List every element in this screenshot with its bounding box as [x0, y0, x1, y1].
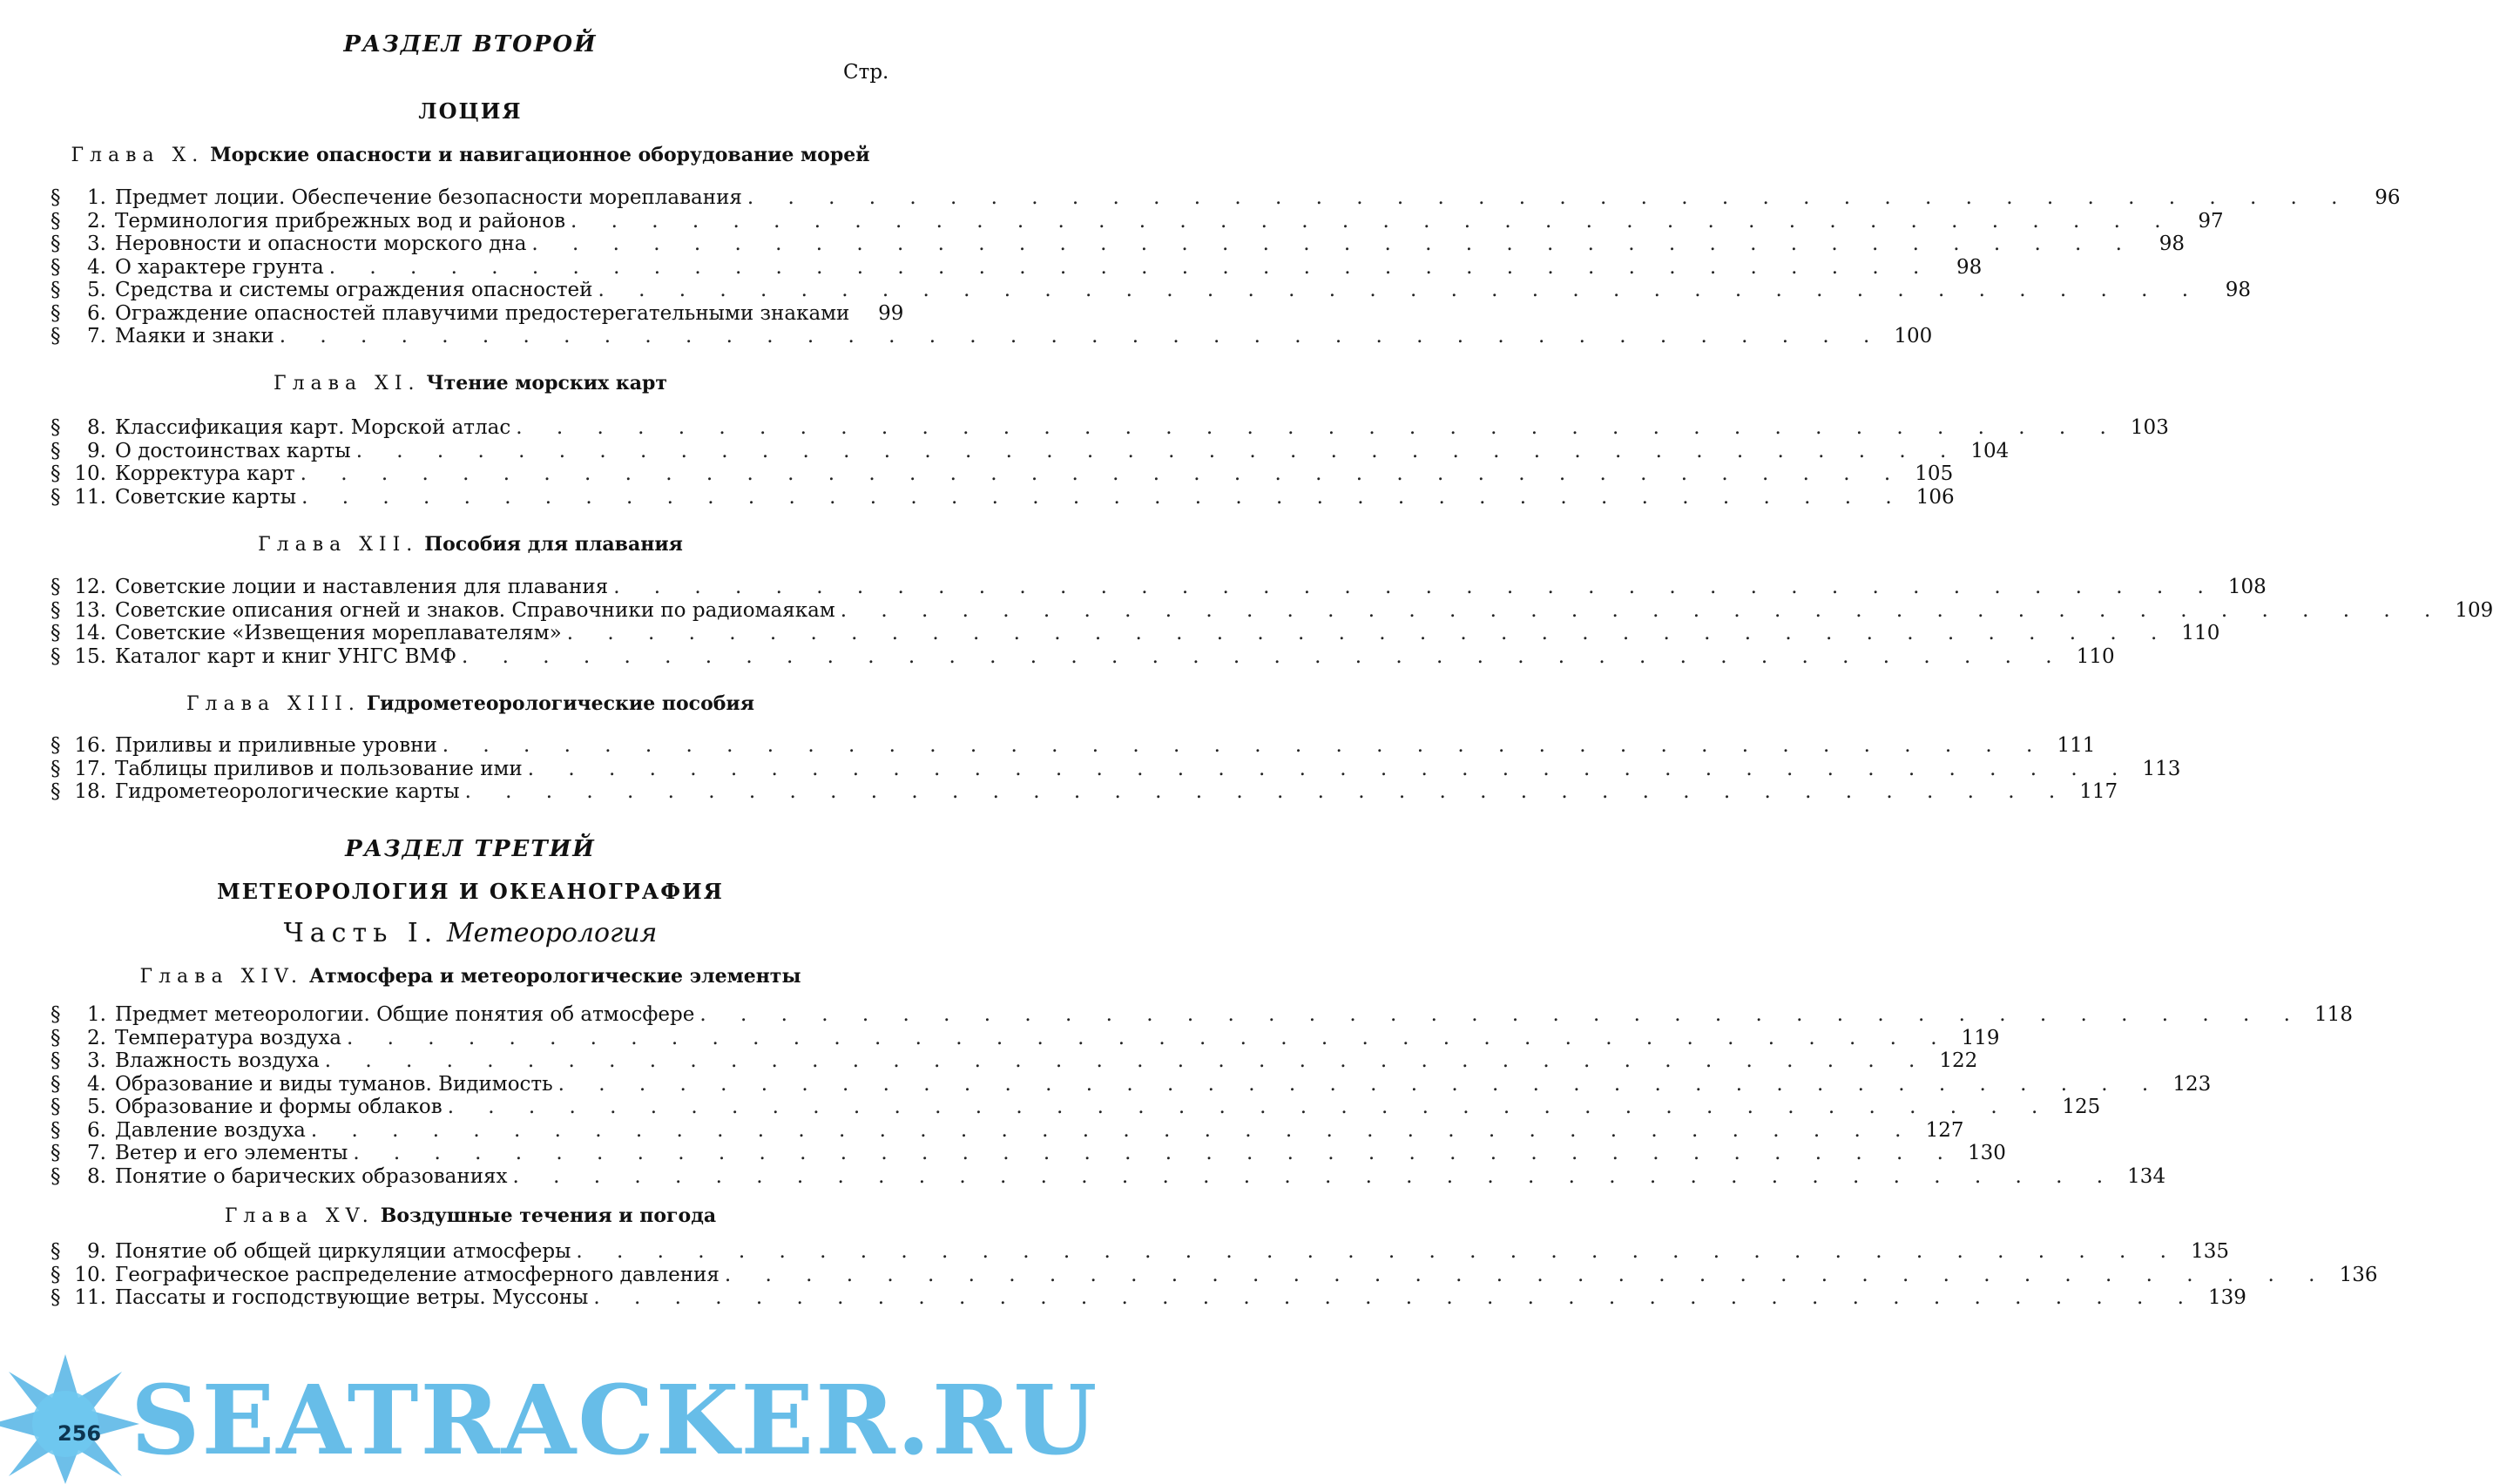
- section-sign: §: [51, 644, 61, 668]
- entry-number: 4.: [87, 255, 106, 279]
- entry-title: Ограждение опасностей плавучими предостерегательными знаками: [115, 301, 850, 325]
- section-sign: §: [51, 1049, 61, 1072]
- entry-number: 16.: [74, 734, 106, 757]
- toc-entry: [51, 325, 1933, 348]
- entry-page: 118: [2314, 1003, 2353, 1026]
- entry-title: Маяки и знаки: [115, 325, 274, 347]
- section-sign: §: [51, 186, 61, 209]
- section-sign: §: [51, 1286, 61, 1309]
- entry-number: 7.: [87, 1142, 106, 1164]
- entry-title: Советские описания огней и знаков. Справочники по радиомаякам: [115, 598, 835, 622]
- chapter-xi-entries: [51, 416, 2169, 509]
- entry-page: 127: [1925, 1118, 1964, 1142]
- entry-title: Гидрометеорологические карты: [115, 780, 460, 803]
- chapter-label: Глава XIII.: [186, 693, 361, 715]
- dot-leader: [725, 1264, 2329, 1287]
- entry-title: Понятие о барических образованиях: [115, 1164, 508, 1188]
- entry-page: 100: [1894, 325, 1933, 347]
- section-sign: §: [51, 416, 61, 439]
- entry-number: 2.: [87, 209, 106, 233]
- toc-entry: [51, 622, 2220, 645]
- entry-title: Предмет метеорологии. Общие понятия об атмосфере: [115, 1003, 695, 1026]
- entry-page: 123: [2172, 1072, 2212, 1096]
- toc-entry: [51, 1142, 2006, 1165]
- entry-number: 10.: [74, 1263, 106, 1286]
- entry-number: 7.: [87, 325, 106, 347]
- dot-leader: [353, 1142, 1957, 1165]
- toc-entry: [51, 780, 2118, 804]
- page-column-label: Стр.: [843, 61, 889, 84]
- entry-title: Ветер и его элементы: [115, 1142, 348, 1164]
- chapter-title: Атмосфера и метеорологические элементы: [309, 965, 801, 988]
- entry-title: Влажность воздуха: [115, 1049, 320, 1072]
- section-sign: §: [51, 1142, 61, 1164]
- chapter-x-heading: [0, 144, 941, 166]
- entry-number: 8.: [87, 416, 106, 439]
- section-sign: §: [51, 598, 61, 622]
- toc-entry: [51, 209, 2224, 233]
- entry-page: 135: [2191, 1240, 2229, 1263]
- entry-title: Пассаты и господствующие ветры. Муссоны: [115, 1286, 589, 1309]
- entry-title: Приливы и приливные уровни: [115, 734, 437, 757]
- part-heading: [0, 918, 941, 948]
- chapter-xiv-heading: [0, 965, 941, 988]
- entry-page: 98: [2225, 279, 2252, 301]
- dot-leader: [325, 1049, 1929, 1073]
- entry-title: О характере грунта: [115, 255, 324, 279]
- toc-entry: [51, 1049, 1978, 1073]
- toc-entry: [51, 576, 2267, 599]
- section-sign: §: [51, 1026, 61, 1049]
- toc-entry: [51, 186, 2401, 210]
- entry-number: 9.: [87, 1240, 106, 1263]
- section-sign: §: [51, 1003, 61, 1026]
- entry-page: 111: [2057, 734, 2096, 757]
- chapter-label: Глава XII.: [258, 534, 419, 556]
- section-sign: §: [51, 255, 61, 279]
- chapter-xv-entries: [51, 1240, 2378, 1310]
- page-number: 256: [57, 1421, 102, 1446]
- chapter-xi-heading: [0, 372, 941, 395]
- part-title: Метеорология: [446, 918, 658, 948]
- entry-number: 11.: [74, 1286, 106, 1309]
- chapter-label: Глава X.: [71, 145, 205, 166]
- toc-entry: [51, 1003, 2353, 1027]
- entry-page: 106: [1915, 485, 1955, 509]
- dot-leader: [613, 576, 2218, 599]
- toc-entry: [51, 644, 2115, 669]
- entry-title: Средства и системы ограждения опасностей: [115, 279, 593, 301]
- entry-page: 99: [878, 301, 904, 325]
- section-sign: §: [51, 279, 61, 301]
- chapter-title: Гидрометеорологические пособия: [366, 692, 754, 715]
- entry-page: 96: [2375, 186, 2401, 209]
- toc-entry: [51, 416, 2169, 440]
- dot-leader: [699, 1003, 2304, 1027]
- dot-leader: [567, 622, 2172, 645]
- section-sign: §: [51, 780, 61, 803]
- entry-page: 119: [1961, 1026, 2000, 1049]
- dot-leader: [347, 1027, 1951, 1050]
- dot-leader: [576, 1240, 2180, 1264]
- entry-number: 4.: [87, 1072, 106, 1096]
- toc-entry: [51, 279, 2252, 302]
- dot-leader: [841, 599, 2445, 623]
- section-sign: §: [51, 209, 61, 233]
- entry-title: Давление воздуха: [115, 1118, 306, 1142]
- entry-page: 130: [1967, 1142, 2006, 1164]
- entry-number: 5.: [87, 1096, 106, 1118]
- entry-title: Образование и формы облаков: [115, 1096, 443, 1118]
- entry-page: 110: [2076, 644, 2115, 668]
- entry-number: 3.: [87, 1049, 106, 1072]
- toc-entry: [51, 1118, 1964, 1143]
- toc-entry: [51, 301, 904, 326]
- entry-number: 13.: [74, 598, 106, 622]
- toc-entry: [51, 1026, 2000, 1050]
- section-sign: §: [51, 439, 61, 462]
- section-sign: §: [51, 576, 61, 598]
- chapter-label: Глава XV.: [224, 1205, 375, 1227]
- section-2-subtitle: ЛОЦИЯ: [418, 98, 523, 124]
- entry-number: 8.: [87, 1164, 106, 1188]
- entry-title: Предмет лоции. Обеспечение безопасности мореплавания: [115, 186, 742, 209]
- dot-leader: [301, 462, 1905, 486]
- toc-entry: [51, 485, 1955, 509]
- entry-page: 122: [1939, 1049, 1978, 1072]
- entry-number: 14.: [74, 622, 106, 644]
- chapter-title: Чтение морских карт: [426, 372, 667, 395]
- entry-title: Таблицы приливов и пользование ими: [115, 757, 523, 780]
- watermark-text: SEATRACKER.RU: [131, 1364, 1099, 1476]
- part-label: Часть I.: [283, 918, 439, 948]
- entry-title: Понятие об общей циркуляции атмосферы: [115, 1240, 571, 1263]
- section-sign: §: [51, 734, 61, 757]
- entry-number: 5.: [87, 279, 106, 301]
- toc-entry: [51, 734, 2096, 758]
- section-sign: §: [51, 757, 61, 780]
- toc-entry: [51, 598, 2493, 623]
- dot-leader: [513, 1165, 2118, 1189]
- dot-leader: [465, 780, 2070, 804]
- section-2-title: РАЗДЕЛ ВТОРОЙ: [343, 31, 598, 57]
- chapter-xii-heading: [0, 533, 941, 556]
- entry-title: Советские «Извещения мореплавателям»: [115, 622, 562, 644]
- entry-page: 110: [2181, 622, 2220, 644]
- dot-leader: [462, 645, 2066, 669]
- entry-page: 134: [2127, 1164, 2166, 1188]
- toc-entry: [51, 1263, 2378, 1287]
- section-sign: §: [51, 325, 61, 347]
- entry-number: 1.: [87, 1003, 106, 1026]
- dot-leader: [280, 325, 1884, 348]
- chapter-xiii-heading: [0, 692, 941, 715]
- section-sign: §: [51, 1096, 61, 1118]
- entry-title: Географическое распределение атмосферного давления: [115, 1263, 720, 1286]
- entry-number: 1.: [87, 186, 106, 209]
- section-sign: §: [51, 1240, 61, 1263]
- entry-number: 9.: [87, 439, 106, 462]
- section-sign: §: [51, 485, 61, 509]
- dot-leader: [356, 440, 1961, 463]
- entry-page: 125: [2062, 1096, 2101, 1118]
- section-3-title: РАЗДЕЛ ТРЕТИЙ: [345, 836, 596, 862]
- entry-page: 108: [2227, 576, 2267, 598]
- dot-leader: [311, 1119, 1915, 1143]
- entry-number: 15.: [74, 644, 106, 668]
- dot-leader: [598, 279, 2203, 302]
- section-sign: §: [51, 1118, 61, 1142]
- dot-leader: [448, 1096, 2052, 1119]
- chapter-label: Глава XIV.: [139, 966, 304, 988]
- chapter-title: Воздушные течения и погода: [380, 1204, 717, 1227]
- entry-page: 97: [2198, 209, 2224, 233]
- dot-leader: [528, 758, 2132, 781]
- toc-entry: [51, 1164, 2166, 1189]
- dot-leader: [747, 186, 2352, 210]
- chapter-title: Морские опасности и навигационное оборудование морей: [210, 144, 870, 166]
- toc-entry: [51, 757, 2181, 781]
- section-sign: §: [51, 462, 61, 485]
- entry-page: 104: [1970, 439, 2010, 462]
- chapter-label: Глава XI.: [274, 373, 421, 395]
- entry-title: Неровности и опасности морского дна: [115, 233, 527, 255]
- chapter-xiv-entries: [51, 1003, 2353, 1188]
- section-sign: §: [51, 233, 61, 255]
- entry-page: 117: [2079, 780, 2118, 803]
- dot-leader: [516, 416, 2120, 440]
- entry-title: Терминология прибрежных вод и районов: [115, 209, 566, 233]
- entry-number: 10.: [74, 462, 106, 485]
- chapter-x-entries: [51, 186, 2401, 348]
- dot-leader: [301, 486, 1906, 509]
- entry-page: 98: [1956, 255, 1983, 279]
- dot-leader: [329, 256, 1934, 280]
- toc-entry: [51, 1286, 2246, 1310]
- section-sign: §: [51, 1164, 61, 1188]
- toc-entry: [51, 439, 2010, 463]
- section-sign: §: [51, 301, 61, 325]
- entry-number: 3.: [87, 233, 106, 255]
- entry-title: Классификация карт. Морской атлас: [115, 416, 511, 439]
- entry-number: 2.: [87, 1026, 106, 1049]
- dot-leader: [571, 210, 2175, 233]
- dot-leader: [593, 1286, 2198, 1310]
- entry-number: 11.: [74, 485, 106, 509]
- entry-title: Советские карты: [115, 485, 297, 509]
- entry-title: О достоинствах карты: [115, 439, 351, 462]
- chapter-title: Пособия для плавания: [424, 533, 683, 556]
- chapter-xv-heading: [0, 1204, 941, 1227]
- section-sign: §: [51, 1072, 61, 1096]
- entry-title: Каталог карт и книг УНГС ВМФ: [115, 644, 457, 668]
- toc-entry: [51, 233, 2185, 256]
- toc-entry: [51, 1240, 2229, 1264]
- entry-page: 136: [2339, 1263, 2378, 1286]
- entry-page: 113: [2142, 757, 2181, 780]
- entry-page: 103: [2130, 416, 2169, 439]
- entry-page: 109: [2455, 598, 2493, 622]
- chapter-xiii-entries: [51, 734, 2181, 804]
- section-sign: §: [51, 1263, 61, 1286]
- dot-leader: [443, 734, 2047, 758]
- entry-number: 12.: [74, 576, 106, 598]
- chapter-xii-entries: [51, 576, 2493, 668]
- entry-title: Советские лоции и наставления для плавания: [115, 576, 609, 598]
- section-sign: §: [51, 622, 61, 644]
- entry-number: 18.: [74, 780, 106, 803]
- entry-title: Температура воздуха: [115, 1026, 341, 1049]
- toc-entry: [51, 1096, 2101, 1119]
- entry-page: 105: [1915, 462, 1954, 485]
- toc-entry: [51, 1072, 2212, 1096]
- entry-number: 17.: [74, 757, 106, 780]
- entry-title: Образование и виды туманов. Видимость: [115, 1072, 553, 1096]
- toc-entry: [51, 462, 1954, 486]
- entry-page: 98: [2159, 233, 2185, 255]
- dot-leader: [558, 1073, 2163, 1096]
- toc-entry: [51, 255, 1983, 280]
- section-3-subtitle: МЕТЕОРОЛОГИЯ И ОКЕАНОГРАФИЯ: [217, 879, 724, 904]
- entry-title: Корректура карт: [115, 462, 295, 485]
- entry-number: 6.: [87, 301, 106, 325]
- entry-page: 139: [2208, 1286, 2246, 1309]
- dot-leader: [531, 233, 2136, 256]
- entry-number: 6.: [87, 1118, 106, 1142]
